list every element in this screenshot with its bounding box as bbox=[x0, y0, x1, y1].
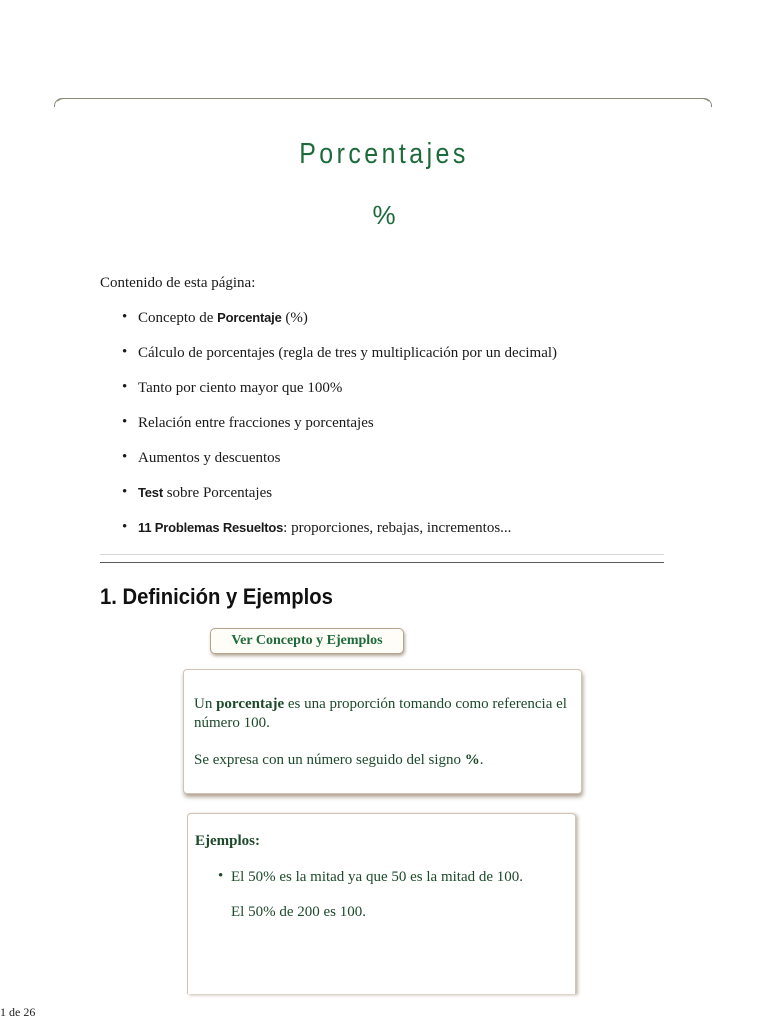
page-number: 1 de 26 bbox=[0, 1005, 36, 1019]
examples-box bbox=[187, 813, 576, 994]
contents-item-concepto[interactable]: • Concepto de Porcentaje (%) bbox=[122, 310, 557, 345]
contents-item-fracciones[interactable]: • Relación entre fracciones y porcentajes bbox=[122, 415, 557, 450]
example-item: El 50% es la mitad ya que 50 es la mitad de 100. bbox=[231, 869, 524, 885]
page-title: Porcentajes bbox=[299, 138, 469, 170]
contents-list bbox=[122, 310, 557, 555]
divider-light bbox=[100, 554, 664, 555]
definition-box bbox=[183, 669, 582, 794]
definition-text: Un porcentaje es una proporción tomando como referencia el número 100. bbox=[194, 696, 567, 731]
contents-item-aumentos[interactable]: • Aumentos y descuentos bbox=[122, 450, 557, 485]
definition-symbol-text: Se expresa con un número seguido del signo %. bbox=[194, 752, 484, 768]
examples-heading: Ejemplos: bbox=[195, 833, 260, 849]
contents-item-test[interactable]: • Test sobre Porcentajes bbox=[122, 485, 557, 520]
bullet-icon: • bbox=[218, 868, 224, 884]
contents-item-problemas[interactable]: • 11 Problemas Resueltos: proporciones, rebajas, incrementos... bbox=[122, 520, 557, 555]
example-item-detail: El 50% de 200 es 100. bbox=[231, 904, 366, 920]
divider-dark bbox=[100, 562, 664, 563]
contents-item-mayor-100[interactable]: • Tanto por ciento mayor que 100% bbox=[122, 380, 557, 415]
page-frame-top bbox=[54, 98, 712, 113]
contents-item-calculo[interactable]: • Cálculo de porcentajes (regla de tres y multiplicación por un decimal) bbox=[122, 345, 557, 380]
ver-concepto-button[interactable]: Ver Concepto y Ejemplos bbox=[210, 628, 404, 654]
percent-symbol: % bbox=[372, 200, 396, 230]
contents-heading: Contenido de esta página: bbox=[100, 275, 256, 291]
section-heading-definicion: 1. Definición y Ejemplos bbox=[100, 584, 333, 609]
